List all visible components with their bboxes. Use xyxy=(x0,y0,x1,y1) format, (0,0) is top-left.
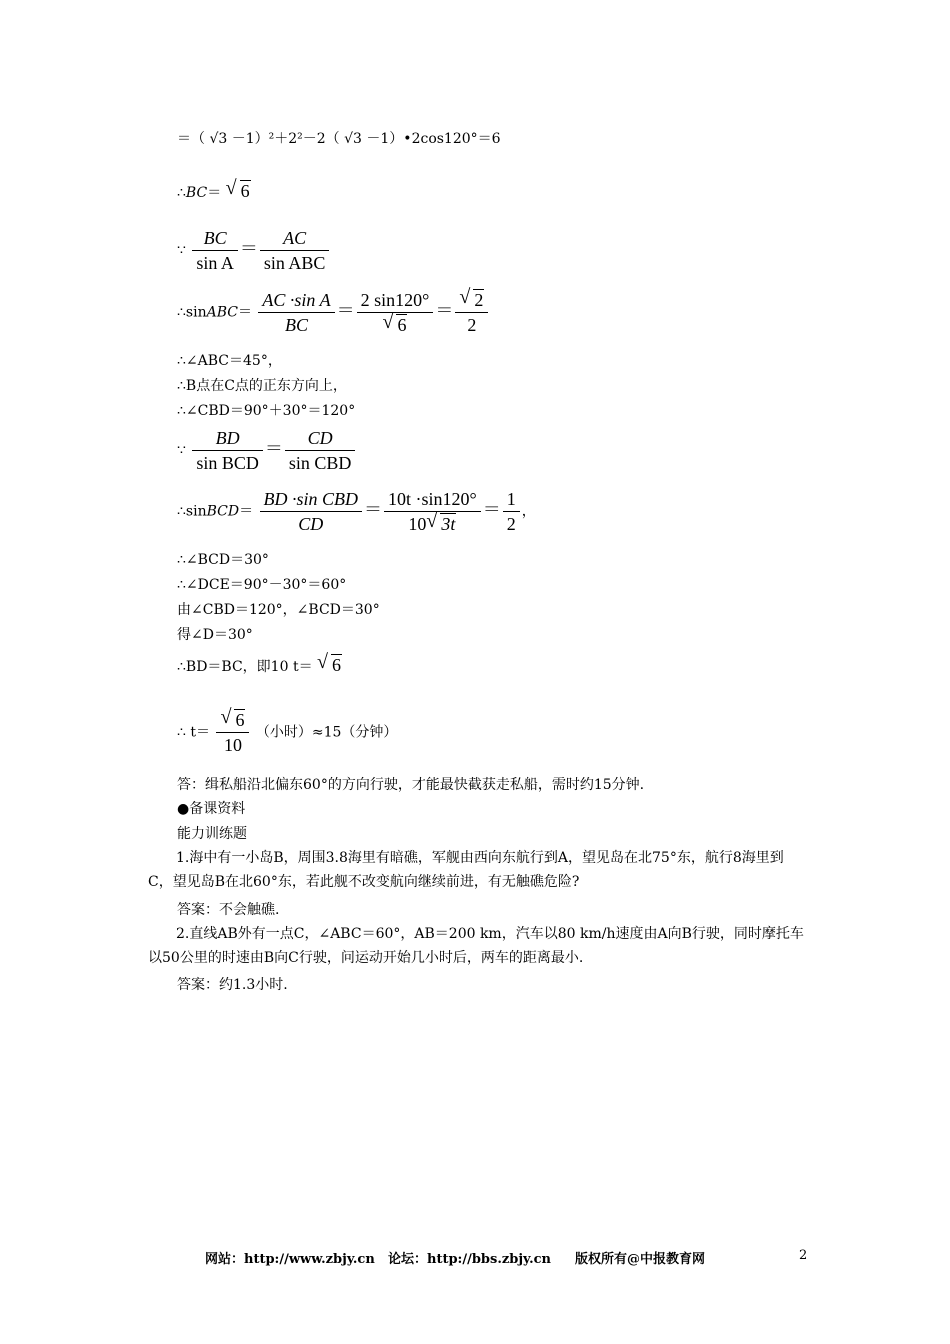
section-heading: ●备课资料 xyxy=(177,801,246,817)
fraction-bd-sincbd-over-cd: $\frac{\text{BD ·sin CBD}}{CD}$ xyxy=(260,487,363,536)
question-1: 1.海中有一小岛B，周围3.8海里有暗礁，军舰由西向东航行到A，望见岛在北75°东，航行8海里到C，望见岛B在北60°东，若此舰不改变航向继续前进，有无触礁危险? xyxy=(148,850,784,890)
therefore-symbol: ∴ xyxy=(177,185,186,201)
sqrt-6: √ 6 xyxy=(225,177,250,201)
line-bd-eq-bc xyxy=(177,651,342,676)
line-expression-1: ＝（ √3 －1）²＋2²－2（ √3 －1）•2cos120°＝6 xyxy=(177,131,501,147)
line-bc xyxy=(177,177,251,202)
line-t-value xyxy=(177,708,397,757)
equals: ＝ xyxy=(336,300,355,321)
equals: ＝ xyxy=(207,185,222,201)
page-number: 2 xyxy=(799,1248,808,1263)
var-abc: ABC xyxy=(206,304,238,321)
line-from-angles: 由∠CBD＝120°，∠BCD＝30° xyxy=(177,602,380,618)
fraction-ac-sina-over-bc: $\frac{\text{AC ·sin A}}{BC}$ xyxy=(258,288,334,337)
answer-line: 答：缉私船沿北偏东60°的方向行驶，才能最快截获走私船，需时约15分钟. xyxy=(177,777,645,793)
line-b-east: ∴B点在C点的正东方向上， xyxy=(177,378,347,394)
equals: ＝ xyxy=(264,438,283,459)
answer-2: 答案：约1.3小时. xyxy=(177,977,288,993)
fraction-bc-sina: $\frac{BC}{\text{sin A}}$ xyxy=(192,226,238,275)
footer-site-link[interactable]: 网站：http://www.zbjy.cn xyxy=(205,1252,375,1267)
equals: ＝ xyxy=(482,499,501,520)
fraction-1-over-2: $\frac{1}{2}$ xyxy=(503,487,520,536)
question-2: 2.直线AB外有一点C，∠ABC＝60°，AB＝200 km，汽车以80 km/h速度由A向B行驶，同时摩托车以50公里的时速由B向C行驶，问运动开始几小时后，两车的距离最小. xyxy=(148,926,804,966)
fraction-sqrt6-over-10: √ 6 10 xyxy=(216,708,249,757)
equals: ＝ xyxy=(239,503,254,520)
fraction-ac-sinabc: $\frac{AC}{\text{sin ABC}}$ xyxy=(260,226,330,275)
because-symbol: ∵ xyxy=(177,442,186,459)
equals: ＝ xyxy=(237,304,252,321)
answer-1: 答案：不会触礁. xyxy=(177,902,280,918)
subheading: 能力训练题 xyxy=(177,826,247,842)
fraction-10t-sin120-over-10sqrt3t: 10t ·sin120° 10 √ 3t xyxy=(384,487,481,536)
bd-eq-bc-text: ∴BD＝BC，即10 t＝ xyxy=(177,659,313,675)
line-angle-bcd: ∴∠BCD＝30° xyxy=(177,552,269,568)
sqrt-6: √ 6 xyxy=(317,651,342,675)
line-angle-abc: ∴∠ABC＝45°， xyxy=(177,353,282,369)
var-bcd: BCD xyxy=(206,503,240,520)
footer-forum-link[interactable]: 论坛：http://bbs.zbjy.cn xyxy=(388,1252,552,1267)
fraction-cd-sincbd: $\frac{CD}{\text{sin CBD}}$ xyxy=(285,426,356,475)
t-equals: ∴ t＝ xyxy=(177,724,210,741)
line-sin-abc xyxy=(177,288,490,337)
line-angle-dce: ∴∠DCE＝90°－30°＝60° xyxy=(177,577,347,593)
line-sine-law xyxy=(177,226,331,275)
sin-prefix: ∴sin xyxy=(177,503,207,520)
fraction-2sin120-over-sqrt6: 2 sin120° √ 6 xyxy=(357,288,434,337)
footer-copyright: 版权所有@中报教育网 xyxy=(575,1252,706,1267)
equals: ＝ xyxy=(364,499,383,520)
equals: ＝ xyxy=(435,300,454,321)
line-sin-bcd xyxy=(177,487,536,536)
sin-prefix: ∴sin xyxy=(177,304,207,321)
because-symbol: ∵ xyxy=(177,242,186,259)
fraction-bd-sinbcd: $\frac{BD}{\text{sin BCD}}$ xyxy=(192,426,263,475)
line-angle-d: 得∠D＝30° xyxy=(177,627,253,643)
line-angle-cbd: ∴∠CBD＝90°＋30°＝120° xyxy=(177,403,356,419)
comma: ， xyxy=(521,503,536,520)
equals: ＝ xyxy=(239,238,258,259)
line-sine-law-2 xyxy=(177,426,357,475)
fraction-sqrt2-over-2: √ 2 2 xyxy=(455,288,488,337)
t-result: （小时）≈15（分钟） xyxy=(255,724,398,741)
var-bc: BC xyxy=(185,185,208,201)
